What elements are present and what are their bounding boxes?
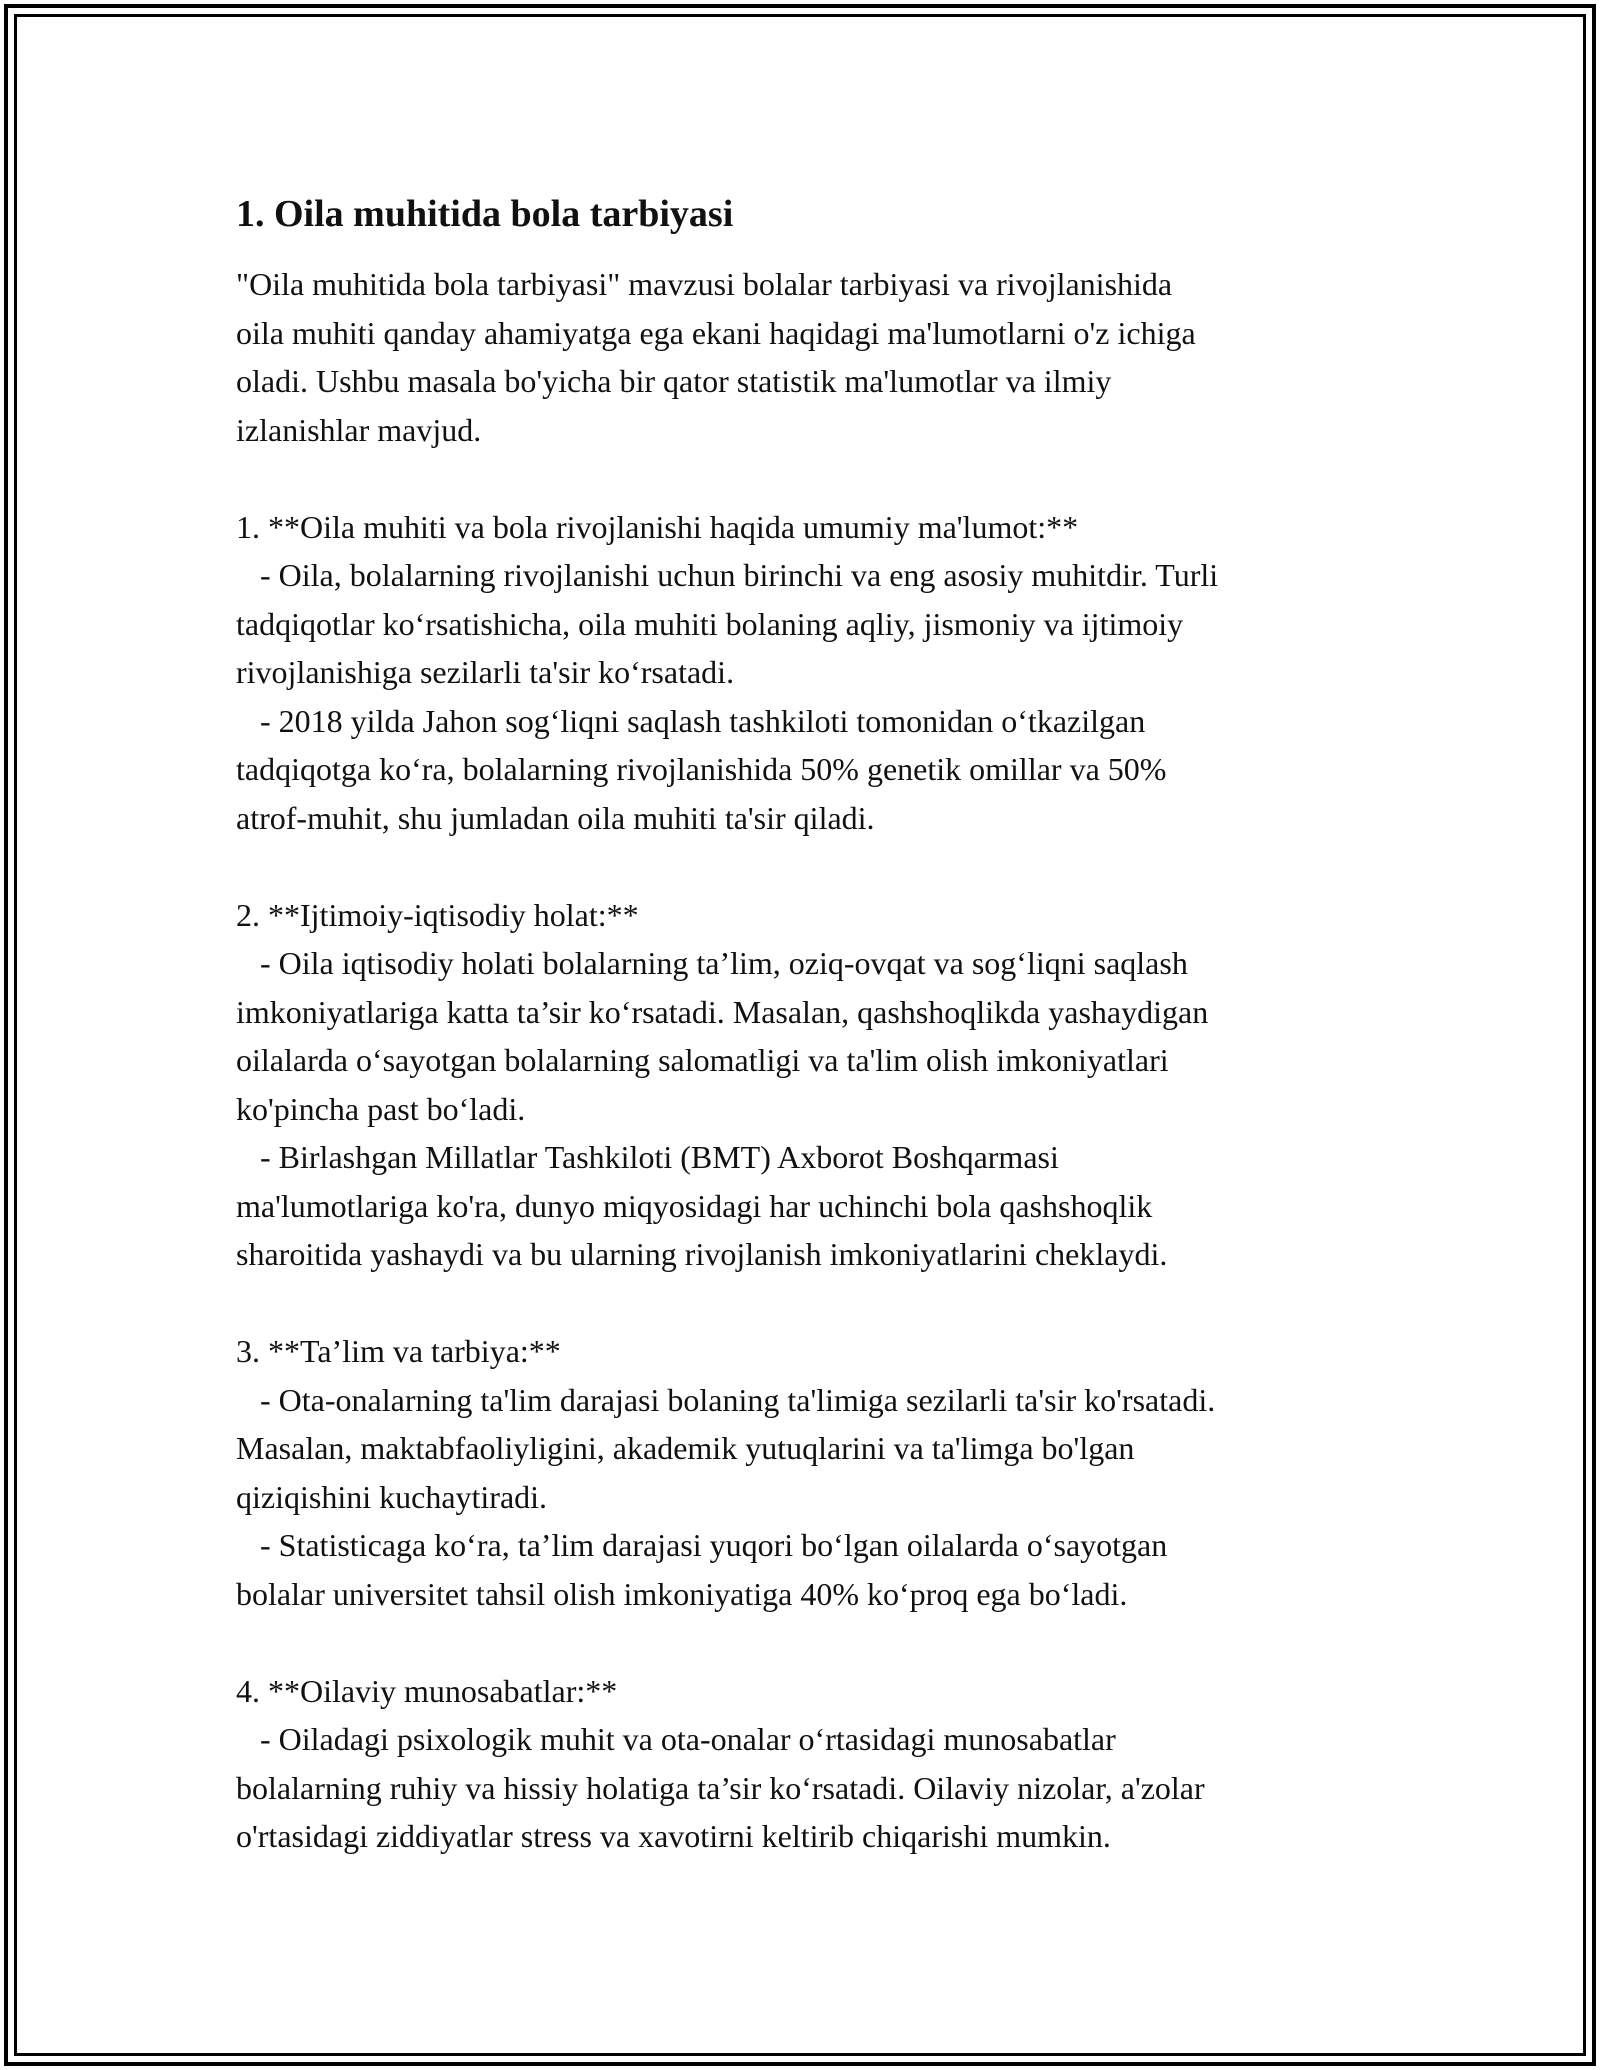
bullet-item: - Oila iqtisodiy holati bolalarning ta’lim, oziq-ovqat va sog‘liqni saqlash imkoniyatlariga katta ta’sir ko‘rsatadi. Masalan, qashshoqlikda yashaydigan oilalarda o‘sayotgan bolalarning salomatligi va ta'lim olish imkoniyatlari ko'pincha past bo‘ladi. (236, 945, 1209, 1127)
section-heading: 1. **Oila muhiti va bola rivojlanishi haqida umumiy ma'lumot:** (236, 508, 1079, 545)
section-family-relations (236, 1667, 1376, 1861)
bullet-item: - Oila, bolalarning rivojlanishi uchun birinchi va eng asosiy muhitdir. Turli tadqiqotlar ko‘rsatishicha, oila muhiti bolaning aqliy, jismoniy va ijtimoiy rivojlanishiga sezilarli ta'sir ko‘rsatadi. (236, 557, 1219, 690)
section-heading: 3. **Ta’lim va tarbiya:** (236, 1333, 561, 1369)
bullet-item: - Ota-onalarning ta'lim darajasi bolaning ta'limiga sezilarli ta'sir ko'rsatadi. Masalan, maktabfaoliyligini, akademik yutuqlarini va ta'limga bo'lgan qiziqishini kuchaytiradi. (236, 1381, 1216, 1515)
bullet-item: - 2018 yilda Jahon sog‘liqni saqlash tashkiloti tomonidan o‘tkazilgan tadqiqotga ko‘ra, bolalarning rivojlanishida 50% genetik omillar va 50% atrof-muhit, shu jumladan oila muhiti ta'sir qiladi. (236, 702, 1167, 836)
intro-paragraph: "Oila muhitida bola tarbiyasi" mavzusi bolalar tarbiyasi va rivojlanishida oila muhiti qanday ahamiyatga ega ekani haqidagi ma'lumotlarni o'z ichiga oladi. Ushbu masala bo'yicha bir qator statistik ma'lumotlar va ilmiy izlanishlar mavjud. (236, 266, 1196, 448)
bullet-item: - Statisticaga ko‘ra, ta’lim darajasi yuqori bo‘lgan oilalarda o‘sayotgan bolalar universitet tahsil olish imkoniyatiga 40% ko‘proq ega bo‘ladi. (236, 1527, 1168, 1612)
section-education (236, 1327, 1376, 1618)
section-family-environment (236, 503, 1376, 843)
section-heading: 2. **Ijtimoiy-iqtisodiy holat:** (236, 896, 639, 933)
bullet-item: - Oiladagi psixologik muhit va ota-onalar o‘rtasidagi munosabatlar bolalarning ruhiy va hissiy holatiga ta’sir ko‘rsatadi. Oilaviy nizolar, a'zolar o'rtasidagi ziddiyatlar stress va xavotirni keltirib chiqarishi mumkin. (236, 1721, 1205, 1854)
document-title: 1. Oila muhitida bola tarbiyasi (236, 193, 734, 235)
bullet-item: - Birlashgan Millatlar Tashkiloti (BMT) Axborot Boshqarmasi ma'lumotlariga ko'ra, dunyo miqyosidagi har uchinchi bola qashshoqlik sharoitida yashaydi va bu ularning rivojlanish imkoniyatlarini cheklaydi. (236, 1139, 1168, 1272)
section-heading: 4. **Oilaviy munosabatlar:** (236, 1672, 618, 1709)
section-socioeconomic-status (236, 891, 1376, 1279)
document-body (236, 186, 1376, 1861)
